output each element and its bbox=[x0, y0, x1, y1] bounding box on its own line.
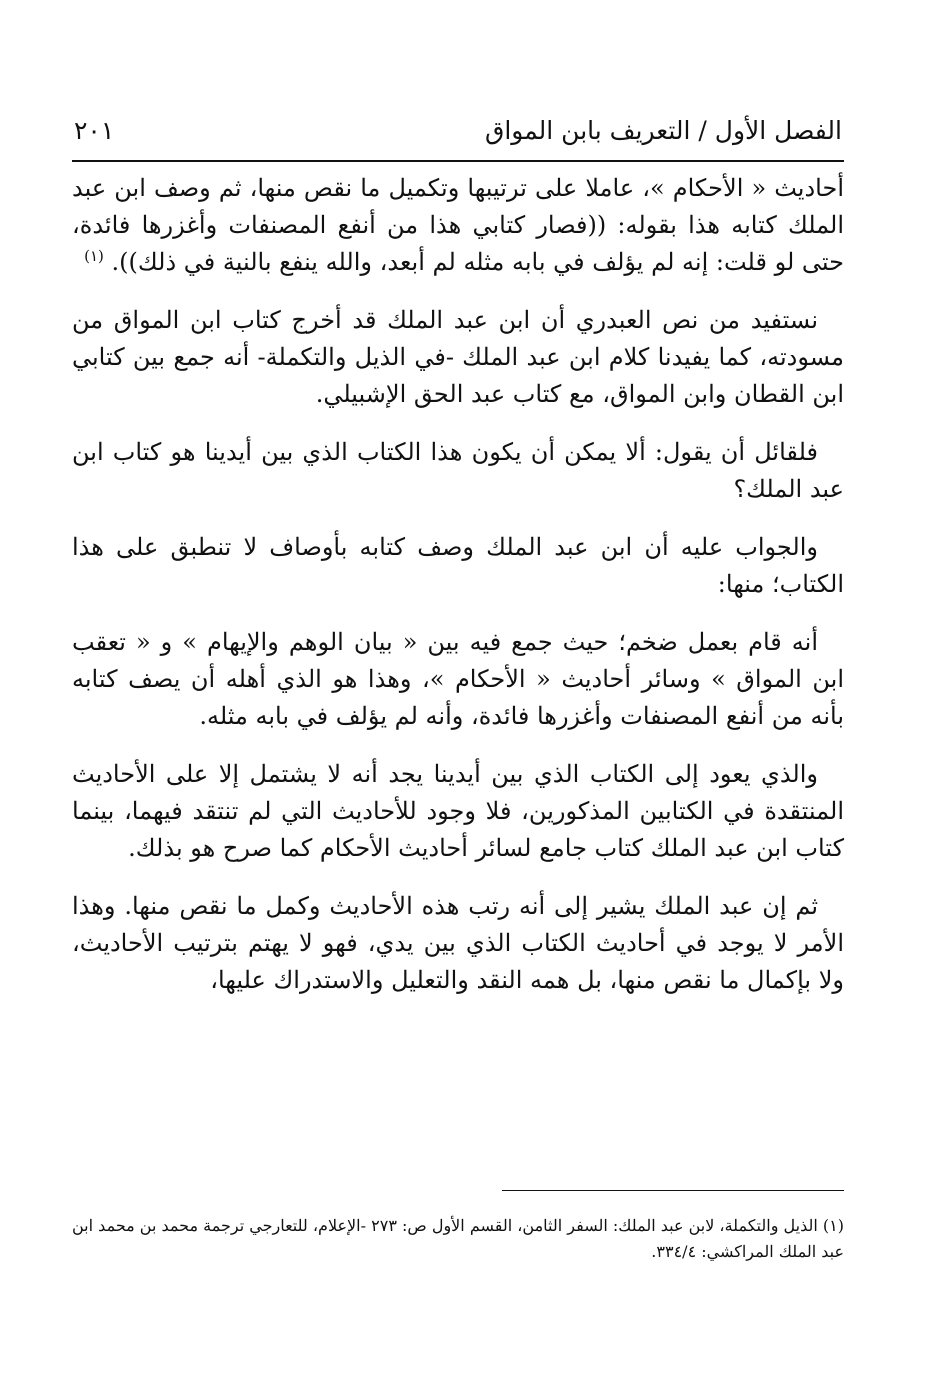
footnote-1: (١) الذيل والتكملة، لابن عبد الملك: السفر الثامن، القسم الأول ص: ٢٧٣ -الإعلام، للتعارجي ترجمة محمد بن محمد ابن عبد الملك المراكشي: ٣٣٤/٤. bbox=[72, 1216, 844, 1261]
paragraph-7: ثم إن عبد الملك يشير إلى أنه رتب هذه الأحاديث وكمل ما نقص منها. وهذا الأمر لا يوجد في أحاديث الكتاب الذي بين يدي، فهو لا يهتم بترتيب الأحاديث، ولا بإكمال ما نقص منها، بل همه النقد والتعليل والاستدراك عليها، bbox=[72, 892, 844, 994]
document-page bbox=[72, 0, 844, 1388]
header-rule bbox=[72, 160, 844, 162]
footnote-reference: (١) bbox=[84, 247, 104, 265]
footnotes bbox=[72, 1213, 844, 1265]
page-header bbox=[72, 105, 844, 155]
paragraph-4: والجواب عليه أن ابن عبد الملك وصف كتابه بأوصاف لا تنطبق على هذا الكتاب؛ منها: bbox=[72, 533, 844, 598]
page-number: ٢٠١ bbox=[74, 115, 115, 145]
paragraph-3: فلقائل أن يقول: ألا يمكن أن يكون هذا الكتاب الذي بين أيدينا هو كتاب ابن عبد الملك؟ bbox=[72, 438, 844, 503]
paragraph-2: نستفيد من نص العبدري أن ابن عبد الملك قد أخرج كتاب ابن المواق من مسودته، كما يفيدنا كلام ابن عبد الملك -في الذيل والتكملة- أنه جمع بين كتابي ابن القطان وابن المواق، مع كتاب عبد الحق الإشبيلي. bbox=[72, 306, 844, 408]
running-head: الفصل الأول / التعريف بابن المواق bbox=[484, 115, 842, 145]
paragraph-6: والذي يعود إلى الكتاب الذي بين أيدينا يجد أنه لا يشتمل إلا على الأحاديث المنتقدة في الكتابين المذكورين، فلا وجود للأحاديث التي لم تنتقد فيهما، بينما كتاب ابن عبد الملك كتاب جامع لسائر أحاديث الأحكام كما صرح هو بذلك. bbox=[72, 760, 844, 862]
paragraph-5: أنه قام بعمل ضخم؛ حيث جمع فيه بين « بيان الوهم والإيهام » و « تعقب ابن المواق » وسائر أحاديث « الأحكام »، وهذا هو الذي أهله أن يصف كتابه بأنه من أنفع المصنفات وأغزرها فائدة، وأنه لم يؤلف في بابه مثله. bbox=[72, 628, 844, 730]
paragraph-1-text: أحاديث « الأحكام »، عاملا على ترتيبها وتكميل ما نقص منها، ثم وصف ابن عبد الملك كتابه هذا بقوله: ((فصار كتابي هذا من أنفع المصنفات وأغزرها فائدة، حتى لو قلت: إنه لم يؤلف في بابه مثله لم أبعد، والله ينفع بالنية في ذلك)). bbox=[72, 174, 844, 276]
paragraph-1 bbox=[72, 170, 844, 281]
body-text bbox=[72, 170, 844, 1020]
footnote-rule bbox=[502, 1190, 844, 1191]
